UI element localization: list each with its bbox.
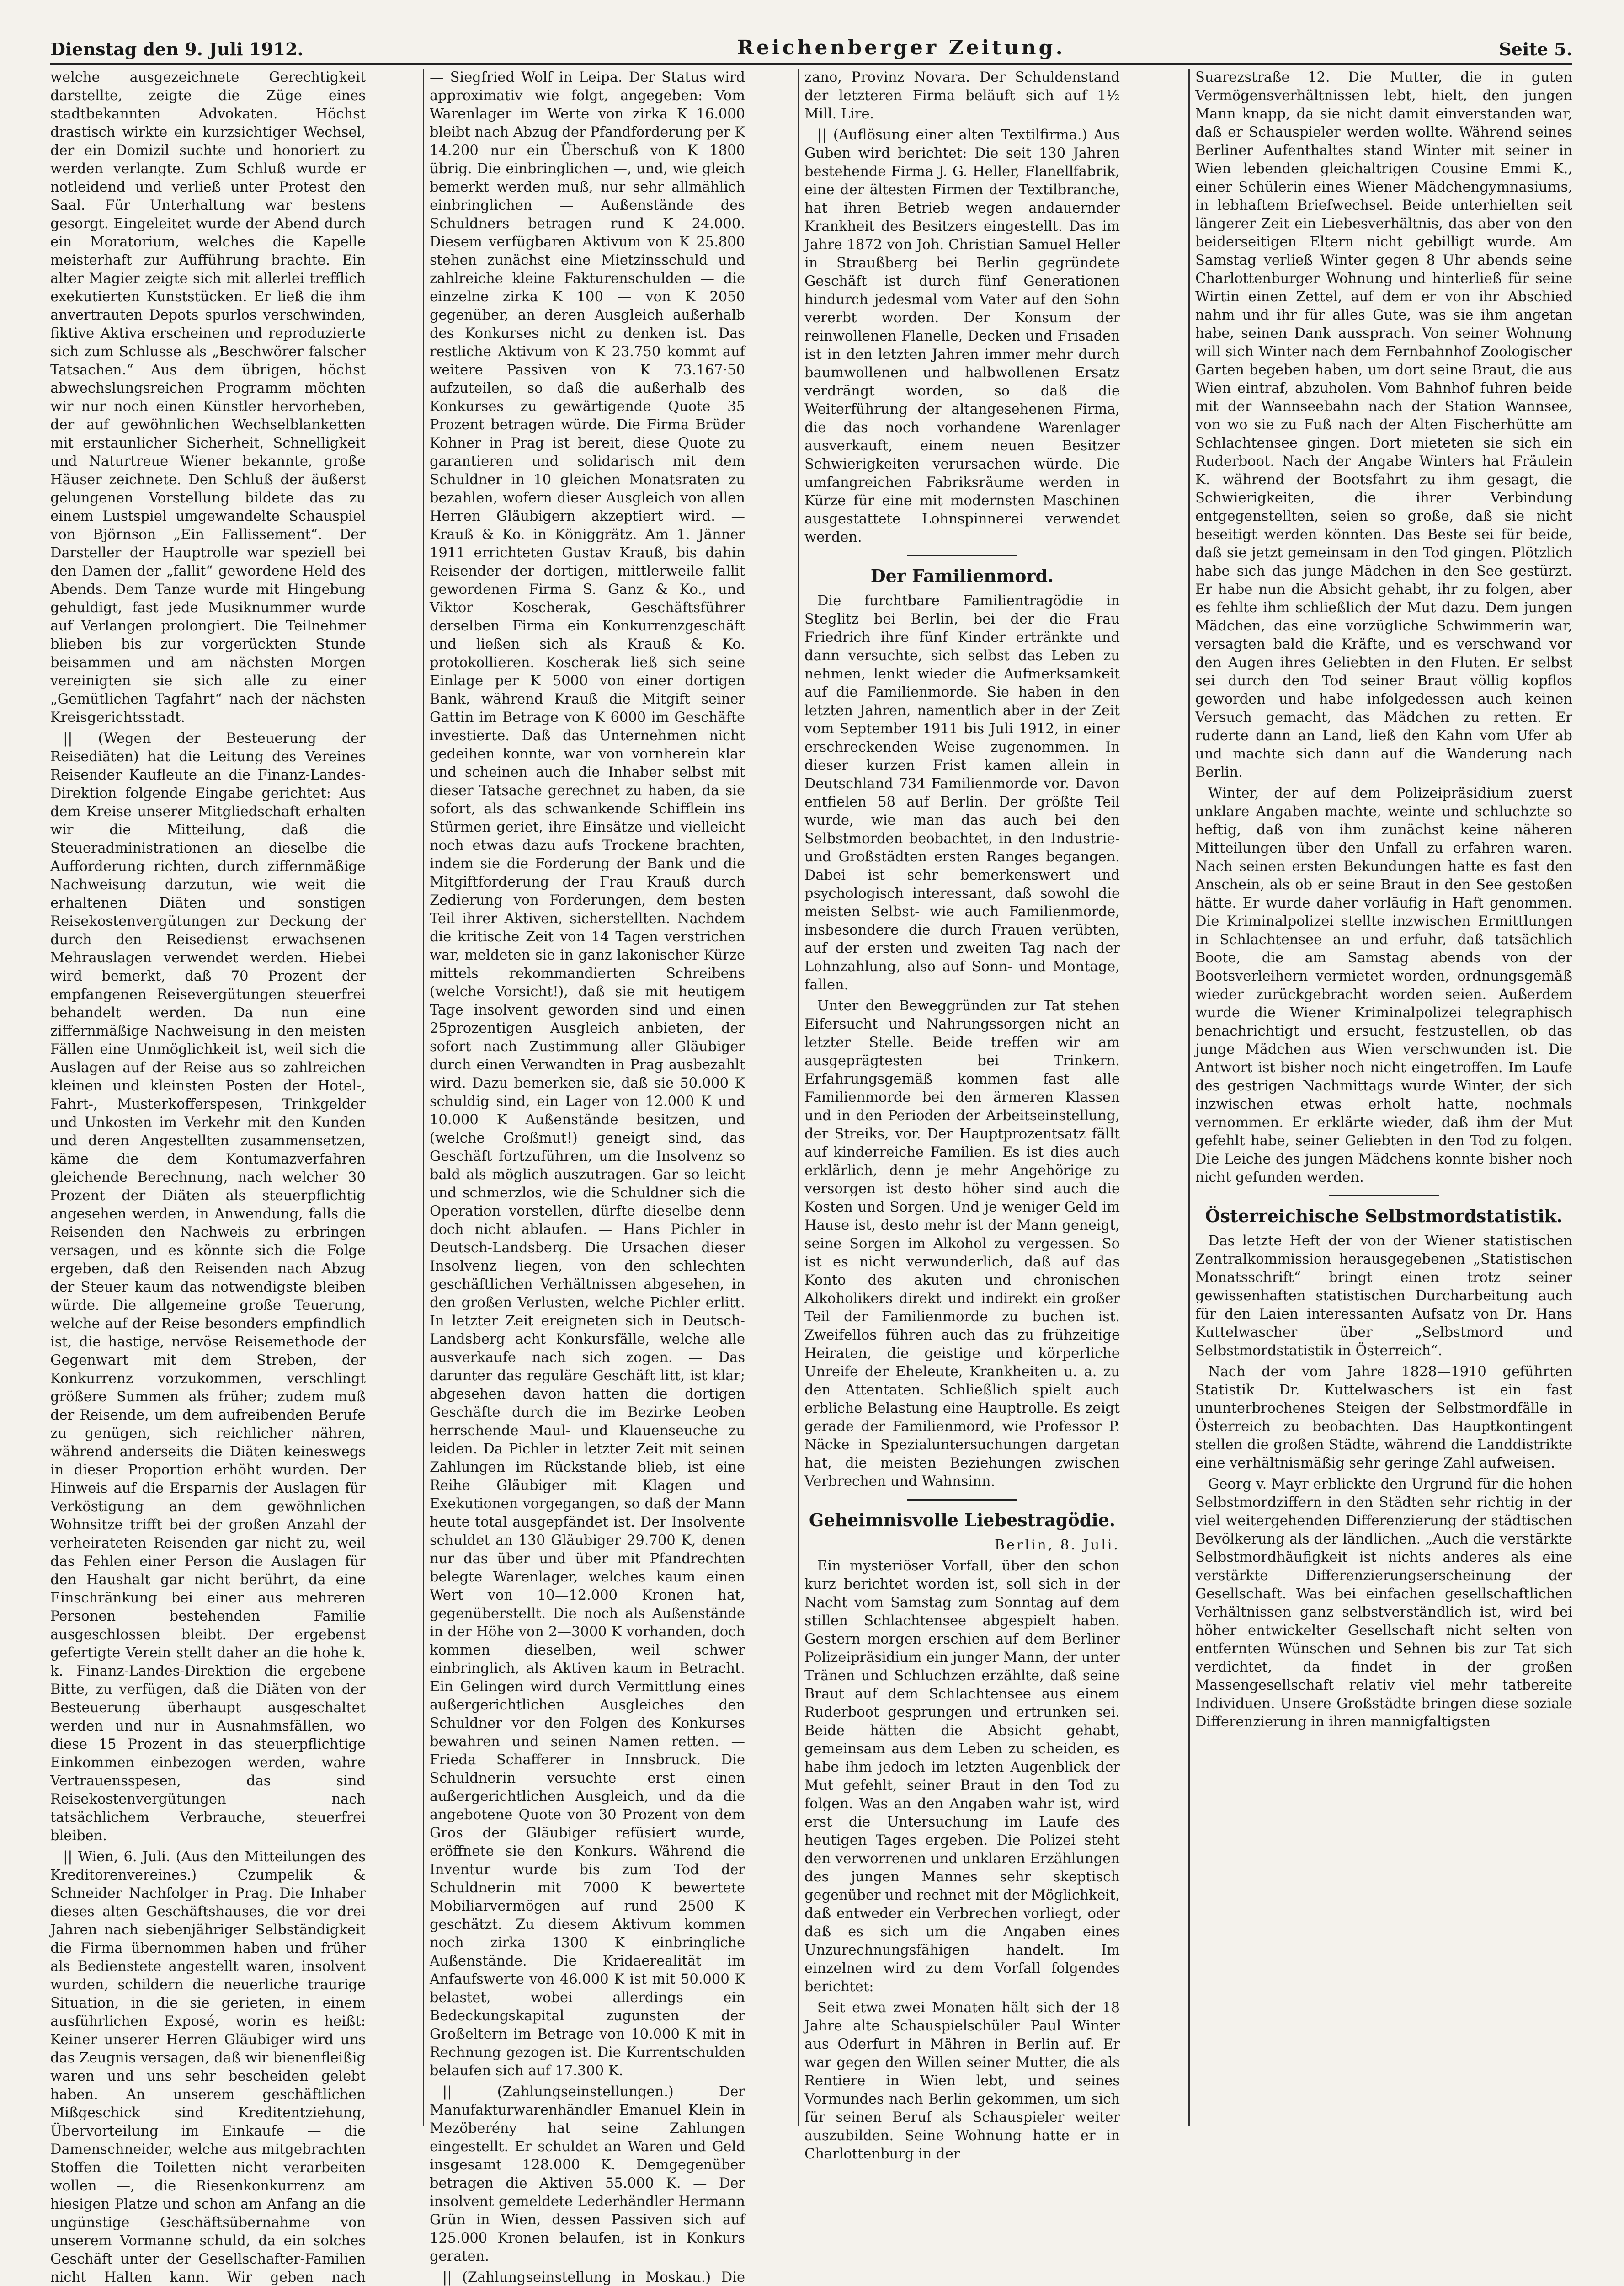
article-text: Seit etwa zwei Monaten hält sich der 18 Jahre alte Schauspielschüler Paul Winter aus Oderfurt in Mähren in Berlin auf. Er war gegen den Willen seiner Mutter, die als Rentiere in Wien lebt, und seines Vormundes nach Berlin gekommen, um sich für seinen Beruf als Schauspieler weiter auszubilden. Seine Wohnung hatte er in Charlottenburg in der xyxy=(804,2000,1120,2162)
section-rule xyxy=(907,555,1017,556)
headline-selbstmordstatistik: Österreichische Selbstmordstatistik. xyxy=(1205,1206,1563,1226)
column-4 xyxy=(1195,69,1572,2126)
article-text: Georg v. Mayr erblickte den Urgrund für die hohen Selbstmordziffern in den Städten sehr richtig in der viel weitergehenden Differenzierung der städtischen Bevölkerung als der ländlichen. „Auch die verstärkte Selbstmordhäufigkeit ist nichts anderes als eine verstärkte Differenzierungserscheinung der Gesellschaft. Was bei einfachen gesellschaftlichen Verhältnissen ganz selbstverständlich ist, wird bei höher entwickelter Gesellschaft nicht selten von entfernten Wünschen und Sehnen bis zur Tat sich verdichtet, da findet in der großen Massengesellschaft relativ viel mehr tatbereite Individuen. Unsere Großstädte bringen diese soziale Differenzierung in ihren mannigfaltigsten xyxy=(1195,1476,1572,1730)
article-text: Das letzte Heft der von der Wiener statistischen Zentralkommission herausgegebenen „Statistischen Monatsschrift“ bringt einen trotz seiner gewissenhaften statistischen Durcharbeitung auch für den Laien interessanten Aufsatz von Dr. Hans Kuttelwascher über „Selbstmord und Selbstmordstatistik in Österreich“. xyxy=(1195,1233,1572,1359)
article-text: — Siegfried Wolf in Leipa. Der Status wird approximativ wie folgt, angegeben: Vom Warenlager im Werte von zirka K 16.000 bleibt nach Abzug der Pfandforderung per K 14.200 nur ein Überschuß von K 1800 übrig. Die einbringlichen —, und, wie gleich bemerkt werden muß, nur sehr allmählich einbringlichen — Außenstände des Schuldners betragen rund K 24.000. Diesem verfügbaren Aktivum von K 25.800 stehen zunächst eine Mietzinsschuld und zahlreiche kleine Fakturenschulden — die einzelne zirka K 100 — von K 2050 gegenüber, an deren Ausgleich außerhalb des Konkurses nicht zu denken ist. Das restliche Aktivum von K 23.750 kommt auf weitere Passiven von K 73.167·50 aufzuteilen, so daß die außerhalb des Konkurses zu gewärtigende Quote 35 Prozent betragen würde. Die Firma Brüder Kohner in Prag ist bereit, diese Quote zu garantieren und solidarisch mit dem Schuldner in 10 gleichen Monatsraten zu bezahlen, wofern dieser Ausgleich von allen Herren Gläubigern akzeptiert wird. — Krauß & Ko. in Königgrätz. Am 1. Jänner 1911 errichteten Gustav Krauß, bis dahin Reisender der dortigen, mittlerweile fallit gewordenen Firma S. Ganz & Ko., und Viktor Koscherak, Geschäftsführer derselben Firma ein Konkurrenzgeschäft und ließen sich als Krauß & Ko. protokollieren. Koscherak ließ sich seine Einlage per K 5000 von einer dortigen Bank, während Krauß die Mitgift seiner Gattin im Betrage von K 6000 im Geschäfte investierte. Daß das Unternehmen nicht gedeihen konnte, war von vornherein klar und scheinen auch die Inhaber selbst mit dieser Tatsache gerechnet zu haben, da sie sofort, als das schwankende Schifflein ins Stürmen geriet, ihre Einsätze und vielleicht noch etwas dazu aufs Trockene brachten, indem sie die Forderung der Bank und die Mitgiftforderung der Frau Krauß durch Zedierung von Forderungen, dem besten Teil ihrer Aktiven, sicherstellten. Nachdem die kritische Zeit von 14 Tagen verstrichen war, meldeten sie in ganz lakonischer Kürze mittels rekommandierten Schreibens (welche Vorsicht!), daß sie mit heutigem Tage insolvent geworden sind und einen 25prozentigen Ausgleich anbieten, der sofort nach Zustimmung aller Gläubiger durch einen Verwandten in Prag ausbezahlt wird. Dazu bemerken sie, daß sie 50.000 K schuldig sind, ein Lager von 12.000 K und 10.000 K Außenstände besitzen, und (welche Großmut!) geneigt sind, das Geschäft fortzuführen, um die Insolvenz so bald als möglich auszutragen. Gar so leicht und schmerzlos, wie die Schuldner sich die Operation vorstellen, dürfte dieselbe denn doch nicht ablaufen. — Hans Pichler in Deutsch-Landsberg. Die Ursachen dieser Insolvenz liegen, von den schlechten geschäftlichen Verhältnissen abgesehen, in den großen Verlusten, welche Pichler erlitt. In letzter Zeit ereigneten sich in Deutsch-Landsberg acht Konkursfälle, welche alle ausverkaufe nach sich zogen. — Das darunter das reguläre Geschäft litt, ist klar; abgesehen davon hatten die dortigen Geschäfte durch die im Bezirke Leoben herrschende Maul- und Klauenseuche zu leiden. Da Pichler in letzter Zeit mit seinen Zahlungen im Rückstande blieb, ist eine Reihe Gläubiger mit Klagen und Exekutionen vorgegangen, so daß der Mann heute total ausgepfändet ist. Der Insolvente schuldet an 130 Gläubiger 29.700 K, denen nur das über und über mit Pfandrechten belegte Warenlager, welches kaum einen Wert von 10—12.000 Kronen hat, gegenüberstellt. Die noch als Außenstände in der Höhe von 2—3000 K vorhanden, doch kommen dieselben, weil schwer einbringlich, als Aktiven kaum in Betracht. Ein Gelingen wird durch Vermittlung eines außergerichtlichen Ausgleiches den Schuldner vor den Folgen des Konkurses bewahren und seinen Namen retten. — Frieda Schafferer in Innsbruck. Die Schuldnerin versuchte erst einen außergerichtlichen Ausgleich, und da die angebotene Quote von 30 Prozent von dem Gros der Gläubiger refüsiert wurde, eröffnete sie den Konkurs. Während die Inventur wurde bis zum Tod der Schuldnerin mit 7000 K bewertete Mobiliarvermögen auf rund 2500 K geschätzt. Zu diesem Aktivum kommen noch zirka 1300 K einbringliche Außenstände. Die Kridaerealität im Anfaufswerte von 46.000 K ist mit 50.000 K belastet, wobei allerdings ein Bedeckungskapital zugunsten der Großeltern im Betrage von 10.000 K mit in Rechnung gezogen ist. Die Kurrentschulden belaufen sich auf 17.300 K. xyxy=(430,69,745,2079)
article-text: Die furchtbare Familientragödie in Steglitz bei Berlin, bei der die Frau Friedrich ihre fünf Kinder ertränkte und dann versuchte, sich selbst das Leben zu nehmen, lenkt wieder die Aufmerksamkeit auf die Familienmorde. Sie haben in den letzten Jahren, namentlich aber in der Zeit vom September 1911 bis Juli 1912, in einer erschreckenden Weise zugenommen. In dieser kurzen Frist kamen allein in Deutschland 734 Familienmorde vor. Davon entfielen 58 auf Berlin. Der größte Teil wurde, wie man das auch bei den Selbstmorden beobachtet, in den Industrie- und Großstädten ersten Ranges begangen. Dabei ist sehr bemerkenswert und psychologisch interessant, daß sowohl die meisten Selbst- wie auch Familienmorde, insbesondere die durch Frauen verübten, auf der ersten und zweiten Tag nach der Lohnzahlung, also auf Sonn- und Montage, fallen. xyxy=(804,593,1120,993)
article-text: || (Zahlungseinstellung in Moskau.) Die xyxy=(442,2270,745,2286)
column-3 xyxy=(804,69,1120,2162)
page-number: Seite 5. xyxy=(1499,39,1572,59)
article-text: || Wien, 6. Juli. (Aus den Mitteilungen des Kreditorenvereines.) Czumpelik & Schneider Nachfolger in Prag. Die Inhaber dieses alten Geschäftshauses, die vor drei Jahren nach siebenjähriger Selbständigkeit die Firma übernommen haben und früher als Bedienstete angestellt waren, insolvent wurden, schildern die neuerliche traurige Situation, in die sie gerieten, in einem ausführlichen Exposé, worin es heißt: Keiner unserer Herren Gläubiger wird uns das Zeugnis versagen, daß wir bienenfleißig waren und uns sehr bescheiden gelebt haben. An unserem geschäftlichen Mißgeschick sind Kreditentziehung, Übervorteilung im Einkaufe — die Damenschneider, welche aus mitgebrachten Stoffen die Toiletten nicht verarbeiten wollen —, die Riesenkonkurrenz am hiesigen Platze und schon am Anfang an die ungünstige Geschäftsübernahme von unserem Vormanne schuld, da ein solches Geschäft unter der Gesellschafter-Familien nicht Halten kann. Wir geben nach xyxy=(50,1849,366,2286)
article-text: zano, Provinz Novara. Der Schuldenstand der letzteren Firma beläuft sich auf 1½ Mill. Lire. xyxy=(804,69,1120,122)
column-2 xyxy=(430,69,745,2286)
headline-familienmord: Der Familienmord. xyxy=(870,566,1054,586)
article-text: || (Wegen der Besteuerung der Reisediäten) hat die Leitung des Vereines Reisender Kaufleute an die Finanz-Landes-Direktion folgende Eingabe gerichtet: Aus dem Kreise unserer Mitgliedschaft erhalten wir die Mitteilung, daß die Steueradministrationen an dieselbe die Aufforderung richten, durch ziffernmäßige Nachweisung darzutun, wie weit die erhaltenen Diäten und sonstigen Reisekostenvergütungen zur Deckung der durch den Reisedienst erwachsenen Mehrauslagen verwendet werden. Hiebei wird bemerkt, daß 70 Prozent der empfangenen Reisevergütungen steuerfrei behandelt werden. Da nun eine ziffernmäßige Nachweisung in den meisten Fällen eine Unmöglichkeit ist, weil sich die Auslagen auf der Reise aus so zahlreichen kleinen und kleinsten Posten der Hotel-, Fahrt-, Musterkofferspesen, Trinkgelder und Unkosten im Verkehr mit den Kunden und deren Angestellten zusammensetzen, käme die dem Kontumazverfahren gleichende Berechnung, nach welcher 30 Prozent der Diäten als steuerpflichtig angesehen werden, in Anwendung, falls die Reisenden den Nachweis zu erbringen versagen, und es könnte sich die Folge ergeben, daß den Reisenden nach Abzug der Steuer kaum das notwendigste bleiben würde. Die allgemeine große Teuerung, welche auf der Reise besonders empfindlich ist, die hastige, nervöse Reisemethode der Gegenwart mit dem Streben, der Konkurrenz vorzukommen, verschlingt größere Summen als früher; zudem muß der Reisende, um dem aufreibenden Berufe zu genügen, sich reichlicher nähren, während anderseits die Diäten keineswegs in dieser Proportion erhöht wurden. Der Hinweis auf die Ersparnis der Auslagen für Verköstigung an dem gewöhnlichen Wohnsitze trifft bei der großen Anzahl der verheirateten Reisenden gar nicht zu, weil das Fehlen einer Person die Auslagen für den Haushalt gar nicht berührt, da eine Einschränkung bei einer aus mehreren Personen bestehenden Familie ausgeschlossen bleibt. Der ergebenst gefertigte Verein stellt daher an die hohe k. k. Finanz-Landes-Direktion die ergebene Bitte, zu verfügen, daß die Diäten von der Besteuerung überhaupt ausgeschaltet werden und nur in Ausnahmsfällen, wo diese 15 Prozent in das steuerpflichtige Einkommen einbezogen werden, wahre Vertrauensspesen, das sind Reisekostenvergütungen nach tatsächlichem Verbrauche, steuerfrei bleiben. xyxy=(50,731,366,1844)
column-divider xyxy=(1188,69,1190,2126)
article-text: Ein mysteriöser Vorfall, über den schon kurz berichtet worden ist, soll sich in der Nacht vom Samstag zum Sonntag auf dem stillen Schlachtensee abgespielt haben. Gestern morgen erschien auf dem Berliner Polizeipräsidium ein junger Mann, der unter Tränen und Schluchzen erzählte, daß seine Braut auf dem Schlachtensee aus einem Ruderboot gesprungen und ertrunken sei. Beide hätten die Absicht gehabt, gemeinsam aus dem Leben zu scheiden, es habe ihm jedoch im letzten Augenblick der Mut gefehlt, seiner Braut in den Tod zu folgen. Was an den Angaben wahr ist, wird erst die Untersuchung im Laufe des heutigen Tages ergeben. Die Polizei steht den verworrenen und unklaren Erzählungen des jungen Mannes sehr skeptisch gegenüber und rechnet mit der Möglichkeit, daß entweder ein Verbrechen vorliegt, oder daß es sich um die Angaben eines Unzurechnungsfähigen handelt. Im einzelnen wird zu dem Vorfall folgendes berichtet: xyxy=(804,1558,1120,1995)
section-rule xyxy=(1329,1195,1439,1196)
headline-liebestragoedie: Geheimnisvolle Liebestragödie. xyxy=(809,1510,1116,1530)
dateline: Berlin, 8. Juli. xyxy=(995,1537,1120,1553)
article-text: Winter, der auf dem Polizeipräsidium zuerst unklare Angaben machte, weinte und schluchzte so heftig, daß von ihm zunächst keine näheren Mitteilungen über den Unfall zu erfahren waren. Nach seinen ersten Bekundungen hatte es fast den Anschein, als ob er seine Braut in den See gestoßen hätte. Er wurde daher vorläufig in Haft genommen. Die Kriminalpolizei stellte inzwischen Ermittlungen in Schlachtensee an und erfuhr, daß tatsächlich Boote, die am Samstag abends von der Bootsverleihern vermietet worden, ordnungsgemäß wieder zurückgebracht worden seien. Außerdem wurde die Wiener Kriminalpolizei telegraphisch benachrichtigt und ersucht, festzustellen, ob das junge Mädchen aus Wien verschwunden ist. Die Antwort ist bisher noch nicht eingetroffen. Im Laufe des gestrigen Nachmittags wurde Winter, der sich inzwischen etwas erholt hatte, nochmals vernommen. Er erklärte wieder, daß ihm der Mut gefehlt habe, seiner Geliebten in den Tod zu folgen. Die Leiche des jungen Mädchens konnte bisher noch nicht gefunden werden. xyxy=(1195,785,1572,1186)
masthead: Reichenberger Zeitung. xyxy=(737,36,1065,59)
article-text: Nach der vom Jahre 1828—1910 geführten Statistik Dr. Kuttelwaschers ist ein fast ununterbrochenes Steigen der Selbstmordfälle in Österreich zu beobachten. Das Hauptkontingent stellen die großen Städte, während die Landdistrikte eine verhältnismäßig sehr geringe Zahl aufweisen. xyxy=(1195,1364,1572,1471)
header-date: Dienstag den 9. Juli 1912. xyxy=(50,39,304,59)
column-divider xyxy=(423,69,424,2126)
article-text: || (Auflösung einer alten Textilfirma.) Aus Guben wird berichtet: Die seit 130 Jahren bestehende Firma J. G. Heller, Flanellfabrik, eine der ältesten Firmen der Textilbranche, hat ihren Betrieb wegen andauernder Krankheit des Besitzers eingestellt. Das im Jahre 1872 von Joh. Christian Samuel Heller in Straußberg bei Berlin gegründete Geschäft ist durch fünf Generationen hindurch jedesmal vom Vater auf den Sohn vererbt worden. Der Konsum der reinwollenen Flanelle, Decken und Frisaden ist in den letzten Jahren immer mehr durch baumwollenen und halbwollenen Ersatz verdrängt worden, so daß die Weiterführung der altangesehenen Firma, die das noch vorhandene Warenlager ausverkauft, einem neuen Besitzer Schwierigkeiten verursachen würde. Die umfangreichen Fabriksräume werden in Kürze für eine mit modernsten Maschinen ausgestattete Lohnspinnerei verwendet werden. xyxy=(804,127,1120,545)
article-text: || (Zahlungseinstellungen.) Der Manufakturwarenhändler Emanuel Klein in Mezöberény hat seine Zahlungen eingestellt. Er schuldet an Waren und Geld insgesamt 128.000 K. Demgegenüber betragen die Aktiven 55.000 K. — Der insolvent gemeldete Lederhändler Hermann Grün in Wien, dessen Passiven sich auf 125.000 Kronen belaufen, ist in Konkurs geraten. xyxy=(430,2084,745,2265)
column-divider xyxy=(798,69,799,2126)
section-rule xyxy=(907,1499,1017,1501)
page-header xyxy=(50,32,1572,59)
article-text: Unter den Beweggründen zur Tat stehen Eifersucht und Nahrungssorgen nicht an letzter Stelle. Beide treffen wir am ausgeprägtesten bei Trinkern. Erfahrungsgemäß kommen fast alle Familienmorde bei den ärmeren Klassen und in den Perioden der Arbeitseinstellung, der Streiks, vor. Der Hauptprozentsatz fällt auf kinderreiche Familien. Es ist dies auch erklärlich, denn je mehr Angehörige zu versorgen ist desto höher sind auch die Kosten und Sorgen. Und je weniger Geld im Hause ist, desto mehr ist der Mann geneigt, seine Sorgen im Alkohol zu vergessen. So ist es nicht verwunderlich, daß auf das Konto des akuten und chronischen Alkoholikers direkt und indirekt ein großer Teil der Familienmorde zu buchen ist. Zweifellos führen auch das zu frühzeitige Heiraten, die geistige und körperliche Unreife der Eheleute, Krankheiten u. a. zu den Attentaten. Schließlich spielt auch erbliche Belastung eine Hauptrolle. Es zeigt gerade der Familienmord, wie Professor P. Näcke in Spezialuntersuchungen dargetan hat, die meisten Beziehungen zwischen Verbrechen und Wahnsinn. xyxy=(804,998,1120,1490)
header-rule xyxy=(50,63,1572,65)
column-1 xyxy=(50,69,366,2286)
article-text: Suarezstraße 12. Die Mutter, die in guten Vermögensverhältnissen lebt, hielt, den jungen Mann knapp, da sie nicht damit einverstanden war, daß er Schauspieler werden wollte. Während seines Berliner Aufenthaltes stand Winter mit seiner in Wien lebenden gleichaltrigen Cousine Emmi K., einer Schülerin eines Wiener Mädchengymnasiums, in lebhaftem Briefwechsel. Beide unterhielten seit längerer Zeit ein Liebesverhältnis, das aber von den beiderseitigen Eltern nicht gebilligt wurde. Am Samstag verließ Winter gegen 8 Uhr abends seine Charlottenburger Wohnung und hinterließ für seine Wirtin einen Zettel, auf dem er von ihr Abschied nahm und ihr für alles Gute, was sie ihm angetan habe, seinen Dank aussprach. Von seiner Wohnung will sich Winter nach dem Fernbahnhof Zoologischer Garten begeben haben, um dort seine Braut, die aus Wien eintraf, abzuholen. Vom Bahnhof fuhren beide mit der Wannseebahn nach der Station Wannsee, von wo sie zu Fuß nach der Alten Fischerhütte am Schlachtensee gingen. Dort mieteten sie sich ein Ruderboot. Nach der Angabe Winters hat Fräulein K. während der Bootsfahrt zu ihm gesagt, die Schwierigkeiten, die ihrer Verbindung entgegenstellten, seien so große, daß sie nicht beseitigt werden könnten. Das Beste sei für beide, daß sie jetzt gemeinsam in den Tod gingen. Plötzlich habe sich das junge Mädchen in den See gestürzt. Er habe nun die Absicht gehabt, ihr zu folgen, aber es fehlte ihm schließlich der Mut dazu. Dem jungen Mädchen, das eine vorzügliche Schwimmerin war, versagten bald die Kräfte, und es verschwand vor den Augen ihres Geliebten in den Fluten. Er selbst sei durch den Tod seiner Braut völlig kopflos geworden und habe infolgedessen auch keinen Versuch gemacht, das Mädchen zu retten. Er ruderte dann an Land, ließ den Kahn vom Ufer ab und machte sich dann auf die Wanderung nach Berlin. xyxy=(1195,69,1572,780)
article-text: welche ausgezeichnete Gerechtigkeit darstellte, zeigte die Züge eines stadtbekannten Advokaten. Höchst drastisch wirkte ein kurzsichtiger Wechsel, der ein Domizil suchte und honoriert zu werden verlangte. Zum Schluß wurde er notleidend und verließ unter Protest den Saal. Für Unterhaltung war bestens gesorgt. Eingeleitet wurde der Abend durch ein Moratorium, welches die Kapelle meisterhaft zur Aufführung brachte. Ein alter Magier zeigte sich mit allerlei trefflich exekutierten Kunststücken. Er ließ die ihm anvertrauten Depots spurlos verschwinden, fiktive Aktiva erscheinen und reproduzierte sich zum Schlusse als „Beschwörer falscher Tatsachen.“ Aus dem übrigen, höchst abwechslungsreichen Programm möchten wir nur noch einen Künstler hervorheben, der auf gewöhnlichen Wechselblanketten mit erstaunlicher Sicherheit, Schnelligkeit und Naturtreue Wiener bekannte, große Häuser zeichnete. Den Schluß der äußerst gelungenen Vorstellung bildete das zu einem Lustspiel umgewandelte Schauspiel von Björnson „Ein Fallissement“. Der Darsteller der Hauptrolle war speziell bei den Damen der „fallit“ gewordene Held des Abends. Dem Tanze wurde mit Hingebung gehuldigt, fast jede Musiknummer wurde auf Verlangen prolongiert. Die Teilnehmer blieben bis zur vorgerückten Stunde beisammen und am nächsten Morgen vereinigten sie sich alle zu einer „Gemütlichen Tagfahrt“ nach der nächsten Kreisgerichtsstadt. xyxy=(50,69,366,726)
